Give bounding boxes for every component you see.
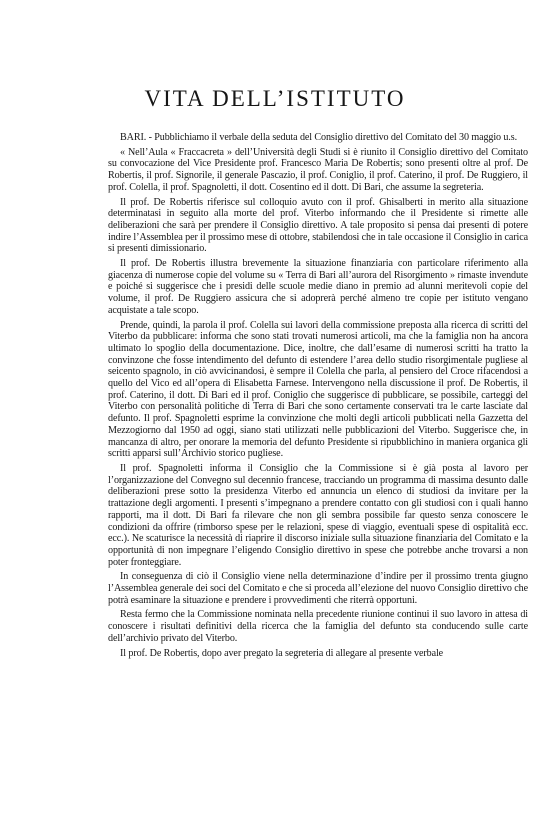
intro-paragraph: BARI. - Pubblichiamo il verbale della seduta del Consiglio direttivo del Comitato del 30 maggio u.s. <box>120 132 518 143</box>
paragraph: Il prof. Spagnoletti informa il Consiglio che la Commissione si è già posta al lavoro per l’organizzazione del Convegno sul decennio francese, tracciando un programma di massima desunto dalle deliberazioni prese sotto la presidenza Viterbo ed annuncia un elenco di studiosi da invitare per la trattazione degli argomenti. I presenti s’impegnano a prendere contatto con gli studiosi con i quali hanno rapporti, ma il dott. Di Bari fa rilevare che non gli sembra possibile far questo senza conoscere le condizioni da offrire (rimborso spese per le relazioni, spese di viaggio, eventuali spese di ospitalità ecc. ecc.). Ne scaturisce la necessità di riaprire il discorso iniziale sulla situazione finanziaria del Comitato e la opportunità di non impegnare l’eligendo Consiglio direttivo in spese che potrebbe anche trovarsi a non poter fronteggiare. <box>108 462 528 568</box>
article-body <box>108 132 528 662</box>
paragraph: In conseguenza di ciò il Consiglio viene nella determinazione d’indire per il prossimo trenta giugno l’Assemblea generale dei soci del Comitato e che si proceda all’elezione del nuovo Consiglio direttivo che potrà esaminare la situazione e prendere i provvedimenti che riterrà opportuni. <box>108 571 528 606</box>
paragraph: Resta fermo che la Commissione nominata nella precedente riunione continui il suo lavoro in attesa di conoscere i risultati definitivi della ricerca che la famiglia del defunto sta conducendo sulle carte dell’archivio privato del Viterbo. <box>108 609 528 644</box>
paragraph: Il prof. De Robertis, dopo aver pregato la segreteria di allegare al presente verbale <box>120 647 444 659</box>
paragraph: Il prof. De Robertis riferisce sul colloquio avuto con il prof. Ghisalberti in merito alla situazione determinatasi in seguito alla morte del prof. Viterbo informando che il Presidente si rimette alle deliberazioni che sarà per prendere il Consiglio direttivo. A tale proposito si pensa dai presenti di potere indire l’Assemblea per il prossimo mese di ottobre, stabilendosi che in tale occasione il Consiglio in carica si presenti dimissionario. <box>108 196 528 255</box>
page-heading: VITA DELL’ISTITUTO <box>144 86 406 111</box>
paragraph: Prende, quindi, la parola il prof. Colella sui lavori della commissione preposta alla ricerca di scritti del Viterbo da pubblicare: informa che sono stati trovati numerosi articoli, ma che la famiglia non ha ancora ultimato lo spoglio della documentazione. Dice, inoltre, che dall’esame di numerosi scritti ha tratto la convinzone che fosse intendimento del defunto di estendere l’area dello studio risorgimentale pugliese al seicento spagnolo, in ciò avvicinandosi, è sempre il Colella che parla, al pensiero del Croce rifacendosi a quello del Vico ed all’opera di Elisabetta Farnese. Intervengono nella discussione il prof. De Robertis, il prof. Caterino, il dott. Di Bari ed il prof. Coniglio che suggerisce di pubblicare, se possibile, carteggi del Viterbo con personalità politiche di Terra di Bari che sono certamente conservati tra le carte lasciate dal defunto. Il prof. Spagnoletti esprime la convinzione che molti degli articoli pubblicati nella Gazzetta del Mezzogiorno dal 1950 ad oggi, siano stati utilizzati nelle pubblicazioni del Viterbo. Suggerisce che, in mancanza di altro, per onorare la memoria del defunto Presidente si ripubblichino in maniera organica gli scritti apparsi sull’Archivio storico pugliese. <box>108 319 528 460</box>
paragraph: « Nell’Aula « Fraccacreta » dell’Università degli Studi si è riunito il Consiglio direttivo del Comitato su convocazione del Vice Presidente prof. Francesco Maria De Robertis; sono presenti oltre al prof. De Robertis, il prof. Signorile, il generale Pascazio, il prof. Coniglio, il prof. Caterino, il prof. De Ruggiero, il prof. Colella, il prof. Spagnoletti, il dott. Cosentino ed il dott. Di Bari, che assume la segreteria. <box>108 146 528 193</box>
paragraph: Il prof. De Robertis illustra brevemente la situazione finanziaria con particolare riferimento alla giacenza di numerose copie del volume su « Terra di Bari all’aurora del Risorgimento » rimaste invendute e poiché si suggerisce che i presidi delle scuole medie diano in premio ad alunni meritevoli copie del volume, il prof. De Ruggiero assicura che si adoprerà perché almeno tre copie per istituto vengano acquistate a tale scopo. <box>108 258 528 316</box>
